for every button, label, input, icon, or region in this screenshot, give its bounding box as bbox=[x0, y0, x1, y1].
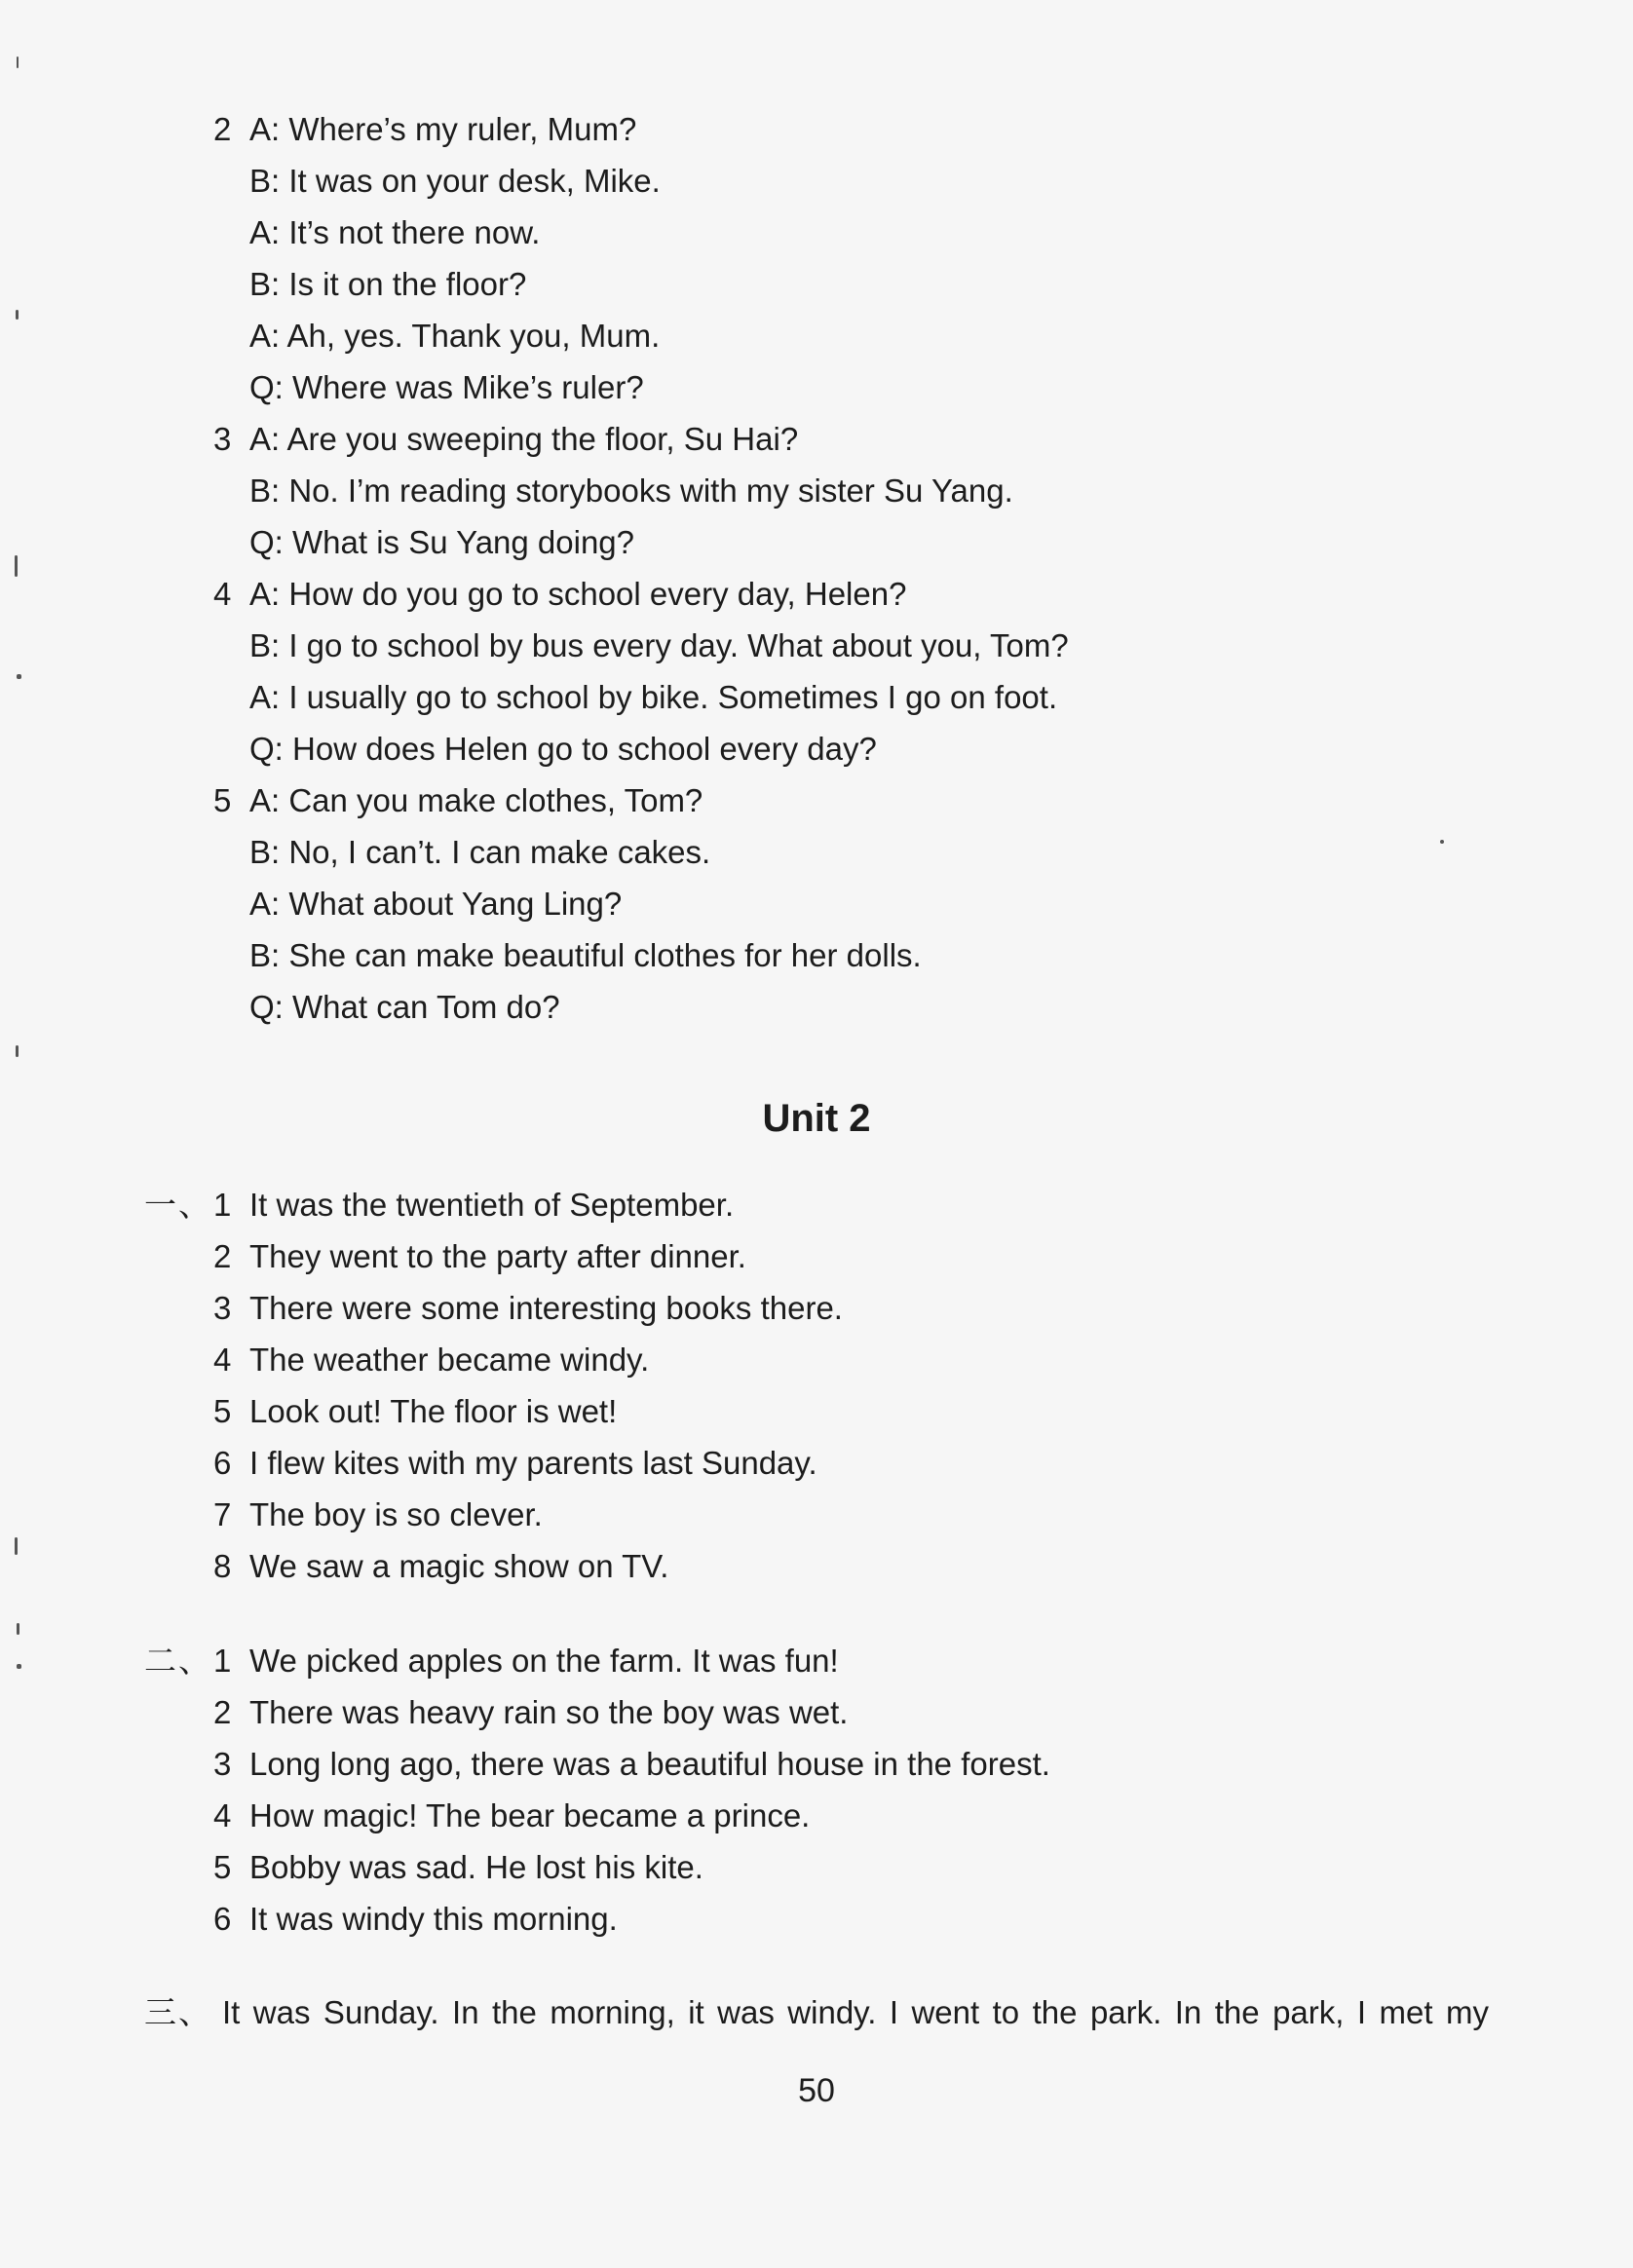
section-3-passage: It was Sunday. In the morning, it was windy. I went to the park. In the park, I met my bbox=[222, 1994, 1489, 2030]
dialogue-line: A: How do you go to school every day, Helen? bbox=[249, 576, 907, 612]
section-1-item: The weather became windy. bbox=[249, 1342, 650, 1378]
dialogue-line: A: Are you sweeping the floor, Su Hai? bbox=[249, 421, 799, 457]
section-2-mark: 二、 bbox=[144, 1643, 212, 1679]
page-number: 50 bbox=[798, 2072, 835, 2109]
dialogue-line: B: No, I can’t. I can make cakes. bbox=[249, 834, 711, 870]
item-number: 6 bbox=[213, 1445, 232, 1481]
item-number: 3 bbox=[213, 1290, 232, 1326]
item-number: 5 bbox=[213, 1393, 232, 1429]
section-2-item: We picked apples on the farm. It was fun! bbox=[249, 1643, 839, 1679]
item-number: 5 bbox=[213, 1849, 232, 1885]
scan-speck bbox=[15, 1537, 18, 1555]
item-number: 2 bbox=[213, 1694, 232, 1730]
item-number: 1 bbox=[213, 1187, 232, 1223]
section-1-item: There were some interesting books there. bbox=[249, 1290, 843, 1326]
section-2-item: It was windy this morning. bbox=[249, 1901, 618, 1937]
scan-speck bbox=[17, 1664, 21, 1669]
section-2-item: How magic! The bear became a prince. bbox=[249, 1797, 811, 1833]
dialogue-line: B: I go to school by bus every day. What about you, Tom? bbox=[249, 627, 1069, 663]
item-number: 4 bbox=[213, 1342, 232, 1378]
section-2-item: Bobby was sad. He lost his kite. bbox=[249, 1849, 703, 1885]
dialogue-number: 3 bbox=[213, 421, 232, 457]
section-1-item: They went to the party after dinner. bbox=[249, 1238, 746, 1274]
section-2-item: There was heavy rain so the boy was wet. bbox=[249, 1694, 849, 1730]
item-number: 1 bbox=[213, 1643, 232, 1679]
dialogue-line: B: It was on your desk, Mike. bbox=[249, 163, 661, 199]
dialogue-question: Q: What can Tom do? bbox=[249, 989, 560, 1025]
item-number: 8 bbox=[213, 1548, 232, 1584]
section-1-item: The boy is so clever. bbox=[249, 1496, 543, 1532]
scan-speck bbox=[16, 1045, 19, 1057]
scan-speck bbox=[17, 57, 19, 68]
item-number: 6 bbox=[213, 1901, 232, 1937]
dialogue-number: 2 bbox=[213, 111, 232, 147]
dialogue-question: Q: How does Helen go to school every day? bbox=[249, 731, 877, 767]
dialogue-line: A: It’s not there now. bbox=[249, 214, 541, 250]
dialogue-line: B: No. I’m reading storybooks with my sister Su Yang. bbox=[249, 472, 1013, 509]
scan-speck bbox=[17, 1623, 19, 1635]
item-number: 4 bbox=[213, 1797, 232, 1833]
unit-title: Unit 2 bbox=[762, 1097, 871, 1140]
item-number: 3 bbox=[213, 1746, 232, 1782]
dialogue-line: A: Can you make clothes, Tom? bbox=[249, 782, 703, 818]
scan-speck bbox=[1440, 840, 1444, 844]
section-2-item: Long long ago, there was a beautiful house in the forest. bbox=[249, 1746, 1050, 1782]
section-1-mark: 一、 bbox=[144, 1187, 212, 1223]
scan-speck bbox=[16, 310, 19, 320]
dialogue-line: B: Is it on the floor? bbox=[249, 266, 527, 302]
dialogue-question: Q: What is Su Yang doing? bbox=[249, 524, 635, 560]
section-1-item: It was the twentieth of September. bbox=[249, 1187, 735, 1223]
dialogue-line: A: I usually go to school by bike. Sometimes I go on foot. bbox=[249, 679, 1058, 715]
item-number: 7 bbox=[213, 1496, 232, 1532]
dialogue-number: 5 bbox=[213, 782, 232, 818]
scan-speck bbox=[15, 555, 18, 577]
section-1-item: Look out! The floor is wet! bbox=[249, 1393, 618, 1429]
section-1-item: We saw a magic show on TV. bbox=[249, 1548, 669, 1584]
dialogue-question: Q: Where was Mike’s ruler? bbox=[249, 369, 644, 405]
dialogue-line: B: She can make beautiful clothes for her dolls. bbox=[249, 937, 922, 973]
section-3-mark: 三、 bbox=[144, 1994, 212, 2030]
dialogue-number: 4 bbox=[213, 576, 232, 612]
dialogue-line: A: Ah, yes. Thank you, Mum. bbox=[249, 318, 661, 354]
dialogue-line: A: Where’s my ruler, Mum? bbox=[249, 111, 637, 147]
scan-speck bbox=[17, 674, 21, 679]
item-number: 2 bbox=[213, 1238, 232, 1274]
dialogue-line: A: What about Yang Ling? bbox=[249, 886, 623, 922]
section-1-item: I flew kites with my parents last Sunday. bbox=[249, 1445, 817, 1481]
